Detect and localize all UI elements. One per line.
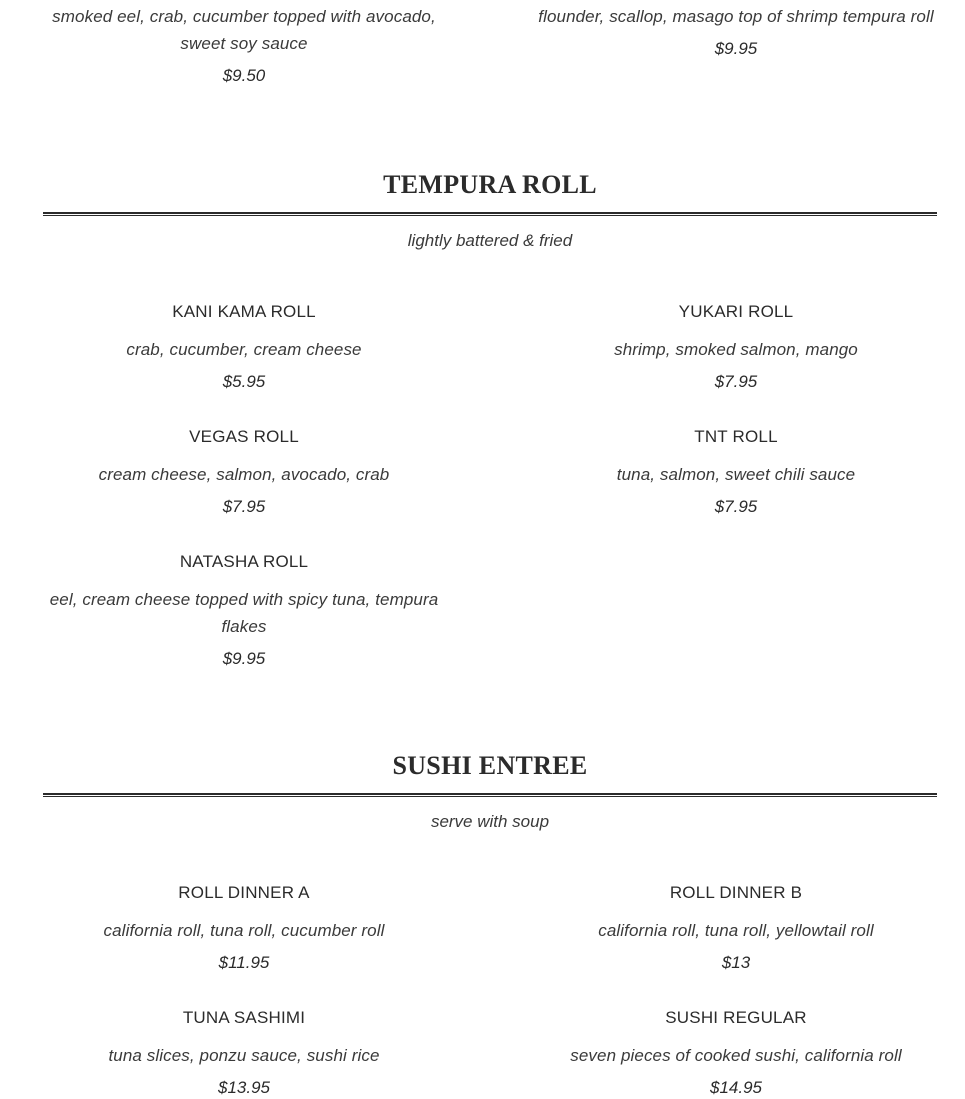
top-right-item	[535, 3, 937, 60]
item-price: $13.95	[218, 1078, 270, 1097]
item-description: cream cheese, salmon, avocado, crab	[98, 465, 390, 484]
item-price: $9.50	[222, 66, 266, 85]
item-description: flounder, scallop, masago top of shrimp tempura roll	[538, 7, 934, 26]
menu-item	[43, 426, 445, 518]
item-price: $11.95	[218, 953, 270, 972]
item-price: $9.95	[222, 649, 266, 668]
menu-item	[43, 301, 445, 393]
item-price: $5.95	[222, 372, 266, 391]
item-price: $7.95	[222, 497, 266, 516]
sushi-entree-section-header	[43, 751, 937, 833]
item-name: ROLL DINNER A	[178, 883, 310, 902]
item-description: shrimp, smoked salmon, mango	[614, 340, 858, 359]
section-divider	[43, 212, 937, 216]
item-description: california roll, tuna roll, cucumber roll	[103, 921, 385, 940]
tempura-section-header	[43, 170, 937, 252]
item-description: smoked eel, crab, cucumber topped with avocado, sweet soy sauce	[52, 7, 436, 53]
item-price: $14.95	[710, 1078, 762, 1097]
item-price: $7.95	[714, 372, 758, 391]
item-name: SUSHI REGULAR	[665, 1008, 807, 1027]
section-title: TEMPURA ROLL	[383, 170, 597, 199]
menu-item	[535, 301, 937, 393]
menu-item	[535, 1007, 937, 1099]
item-description: crab, cucumber, cream cheese	[126, 340, 362, 359]
item-name: NATASHA ROLL	[179, 552, 309, 571]
section-subtitle: serve with soup	[430, 812, 550, 831]
item-description: tuna slices, ponzu sauce, sushi rice	[108, 1046, 380, 1065]
menu-item	[43, 1007, 445, 1099]
item-name: TUNA SASHIMI	[182, 1008, 306, 1027]
section-divider	[43, 793, 937, 797]
item-name: ROLL DINNER B	[669, 883, 803, 902]
item-price: $7.95	[714, 497, 758, 516]
section-title: SUSHI ENTREE	[392, 751, 588, 780]
item-name: KANI KAMA ROLL	[172, 302, 316, 321]
item-description: eel, cream cheese topped with spicy tuna, tempura flakes	[49, 590, 439, 636]
item-description: california roll, tuna roll, yellowtail roll	[598, 921, 874, 940]
item-name: YUKARI ROLL	[678, 302, 794, 321]
menu-item	[43, 882, 445, 974]
item-name: VEGAS ROLL	[189, 427, 299, 446]
top-left-item	[43, 3, 445, 87]
menu-item	[535, 426, 937, 518]
menu-item	[43, 551, 445, 670]
item-price: $13	[721, 953, 751, 972]
menu-item	[535, 882, 937, 974]
section-subtitle: lightly battered & fried	[407, 231, 573, 250]
item-price: $9.95	[714, 39, 758, 58]
item-description: seven pieces of cooked sushi, california roll	[570, 1046, 902, 1065]
item-description: tuna, salmon, sweet chili sauce	[616, 465, 856, 484]
item-name: TNT ROLL	[694, 427, 778, 446]
